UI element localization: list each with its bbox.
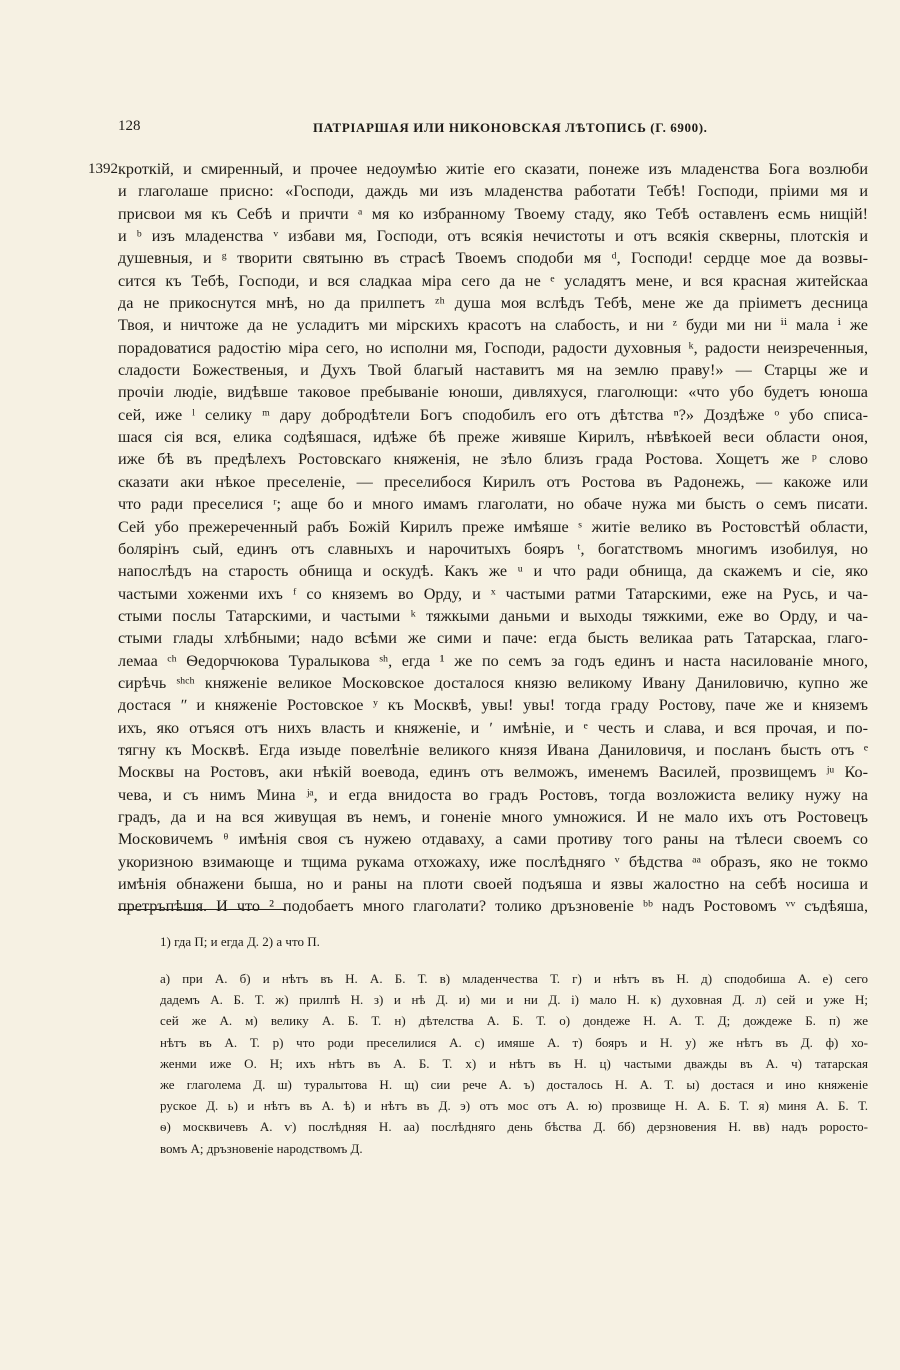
text-line: тягну къ Москвѣ. Егда изыде повелѣніе великого князя Ивана Даниловичя, и посланъ бысть отъ ᵉ xyxy=(118,740,868,759)
text-line: частыми хоженми ихъ ᶠ со княземъ во Орду, и ˣ частыми ратми Татарскими, еже на Русь, и ча- xyxy=(118,584,868,603)
footnotes-numbered: 1) гда П; и егда Д. 2) а что П. xyxy=(160,934,320,949)
text-line: Твоя, и ничтоже да не усладитъ ми мірскихъ красотъ на слабость, и ни ᶻ буди ми ни ⁱⁱ мала ⁱ же xyxy=(118,316,868,335)
margin-year: 1392 xyxy=(88,161,118,177)
text-line: иже бѣ въ предѣлехъ Ростовскаго княженія, не зѣло близъ града Ростова. Хощетъ же ᵖ слово xyxy=(118,450,868,469)
text-line: сказати аки нѣкое преселеніе, — преселибося Кирилъ отъ Ростова въ Радонежь, — какоже или xyxy=(118,472,868,491)
text-line: укоризною взимающе и тщима рукама отхожаху, иже послѣдняго ᵛ бѣдства ᵃᵃ образъ, яко не токмо xyxy=(118,852,868,871)
text-line: напослѣдъ на старость обнища и оскудѣ. Какъ же ᵘ и что ради обнища, да скажемъ и сіе, яко xyxy=(118,562,868,581)
running-title: ПАТРІАРШАЯ ИЛИ НИКОНОВСКАЯ ЛѢТОПИСЬ (Г. 6900). xyxy=(313,120,708,135)
text-line: претръпѣшя. И что ² подобаетъ много глаголати? толико дръзновеніе ᵇᵇ надъ Ростовомъ ᵛᵛ съдѣяша, xyxy=(118,897,868,916)
footnotes-variants xyxy=(160,968,868,1159)
text-line: и ᵇ изъ младенства ᵛ избави мя, Господи, отъ всякія нечистоты и отъ всякія скверны, плотскія и xyxy=(118,227,868,246)
text-line: присвои мя къ Себѣ и причти ᵃ мя ко избранному Твоему стаду, яко Тебѣ оставленъ есмь нищій! xyxy=(118,204,868,223)
text-line: лемаа ᶜʰ Ѳедорчюкова Туралыкова ˢʰ, егда ¹ же по семъ за годъ единъ и наста насилованіе много, xyxy=(118,651,868,670)
page-header xyxy=(118,118,868,142)
text-line: стыми послы Татарскими, и частыми ᵏ тяжкыми даньми и выходы тяжкими, еже во Орду, и ча- xyxy=(118,606,868,625)
text-line: достася ʺ и княженіе Ростовское ʸ къ Москвѣ, увы! увы! тогда граду Ростову, паче же и княземъ xyxy=(118,696,868,715)
footnote-line: ѳ) москвичевъ А. ѵ) послѣдняя Н. аа) послѣдняго день бѣства Д. бб) дерзновения Н. вв) надъ роросто- xyxy=(160,1119,868,1135)
text-line: ихъ, яко отъяся отъ нихъ власть и княженіе, и ʹ имѣніе, и ᵉ честь и слава, и вся прочая, и по- xyxy=(118,718,868,737)
text-line: градъ, да и на вся живущая въ немъ, и гоненіе много умножися. И не мало ихъ отъ Ростовецъ xyxy=(118,807,868,826)
text-line: болярінъ сый, единъ отъ славныхъ и нарочитыхъ бояръ ᵗ, богатствомъ многимъ изобилуя, но xyxy=(118,539,868,558)
footnote-line: а) при А. б) и нѣтъ въ Н. А. Б. Т. в) младенчества Т. г) и нѣтъ въ Н. д) сподобиша А. е) сего xyxy=(160,971,868,986)
text-line: что ради преселися ʳ; аще бо и много имамъ глаголати, но обаче нужа ми бысть о семъ писати. xyxy=(118,495,868,514)
footnote-line: женми иже О. Н; ихъ нѣтъ въ А. Б. Т. х) и нѣтъ въ Н. ц) частыми дважды въ А. ч) татарская xyxy=(160,1055,868,1071)
footnote-line: дадемъ А. Б. Т. ж) прилпѣ Н. з) и нѣ Д. и) ми и ни Д. і) мало Н. к) духовная Д. л) сей и уже Н; xyxy=(160,992,868,1008)
footnote-line: руское Д. ь) и нѣтъ въ А. ѣ) и нѣтъ въ Д. э) отъ мос отъ А. ю) прозвище Н. А. Б. Т. я) миня А. Б. Т. xyxy=(160,1098,868,1114)
footnote-line: же глаголема Д. ш) туралытова Н. щ) сии рече А. ъ) досталось Н. А. Т. ы) достася и ино княженіе xyxy=(160,1076,868,1092)
text-line: порадоватися радостію міра сего, но исполни мя, Господи, радости духовныя ᵏ, радости неизреченныя, xyxy=(118,338,868,357)
text-line: чева, и съ нимъ Мина ʲᵃ, и егда внидоста во градъ Ростовъ, тогда возложиста велику нужу на xyxy=(118,785,868,804)
text-line: кроткій, и смиренный, и прочее недоумѣю житіе его сказати, понеже изъ младенства Бога возлюби xyxy=(118,160,868,178)
text-line: стыми глады хлѣбными; надо всѣми же сими и паче: егда бысть великаа рать Татарскаа, глаго- xyxy=(118,629,868,648)
page-number: 128 xyxy=(118,118,141,134)
footnote-line: сей же А. м) велику А. Б. Т. н) дѣтелства А. Б. Т. о) дондеже Н. А. Т. Д; дождеже Б. п) же xyxy=(160,1013,868,1029)
text-line: сладости Божественыя, и Духъ Твой благый наставитъ мя на землю праву!» — Старцы же и xyxy=(118,361,868,380)
text-line: душевныя, и ᵍ творити святыню въ страсѣ Твоемъ сподоби мя ᵈ, Господи! сердце мое да возвы- xyxy=(118,249,868,268)
text-line: сирѣчь ˢʰᶜʰ княженіе великое Московское досталося князю великому Ивану Даниловичю, купно же xyxy=(118,673,868,692)
text-line: Московичемъ ᶿ имѣнія своя съ нужею отдаваху, а сами противу того раны на тѣлеси своемъ со xyxy=(118,830,868,849)
text-line: Москвы на Ростовъ, аки нѣкій воевода, единъ отъ велможъ, именемъ Василей, прозвищемъ ʲᵘ Ко- xyxy=(118,763,868,782)
text-line: сей, иже ˡ селику ᵐ дару добродѣтели Богъ сподобилъ его отъ дѣтства ⁿ?» Доздѣже ᵒ убо списа- xyxy=(118,405,868,424)
text-line: имѣнія обнажени быша, но и раны на плоти своей подъяша и язвы жалостно на себѣ носиша и xyxy=(118,875,868,893)
footnote-rule xyxy=(118,909,286,910)
footnote-line: вомъ А; дръзновеніе народствомъ Д. xyxy=(160,1140,363,1156)
text-line: и глаголаше присно: «Господи, даждь ми изъ младенства работати Тебѣ! Господи, пріими мя и xyxy=(118,182,868,201)
text-line: шася сія вся, елика содѣяшася, идѣже бѣ преже живяше Кирилъ, нѣвѣкоей веси области оноя, xyxy=(118,428,868,447)
text-line: прочіи людіе, видѣвше таковое пребываніе юноши, дивляхуся, глаголющи: «что убо будетъ юноша xyxy=(118,383,868,402)
footnote-line: нѣтъ въ А. Т. р) что роди преселилися А. с) имяше А. т) бояръ и Н. у) же нѣтъ въ Д. ф) хо- xyxy=(160,1034,868,1050)
main-text xyxy=(118,158,868,918)
text-line: сится къ Тебѣ, Господи, и вся сладкаа міра сего да не ᵉ усладятъ мене, и вся красная житейскаа xyxy=(118,271,868,290)
text-line: Сей убо прежереченный рабъ Божій Кирилъ преже имѣяше ˢ житіе велико въ Ростовстѣй области, xyxy=(118,517,868,536)
text-line: да не прикоснутся мнѣ, но да прилпетъ ᶻʰ душа моя вслѣдъ Тебѣ, мене же да пріиметъ десница xyxy=(118,294,868,313)
